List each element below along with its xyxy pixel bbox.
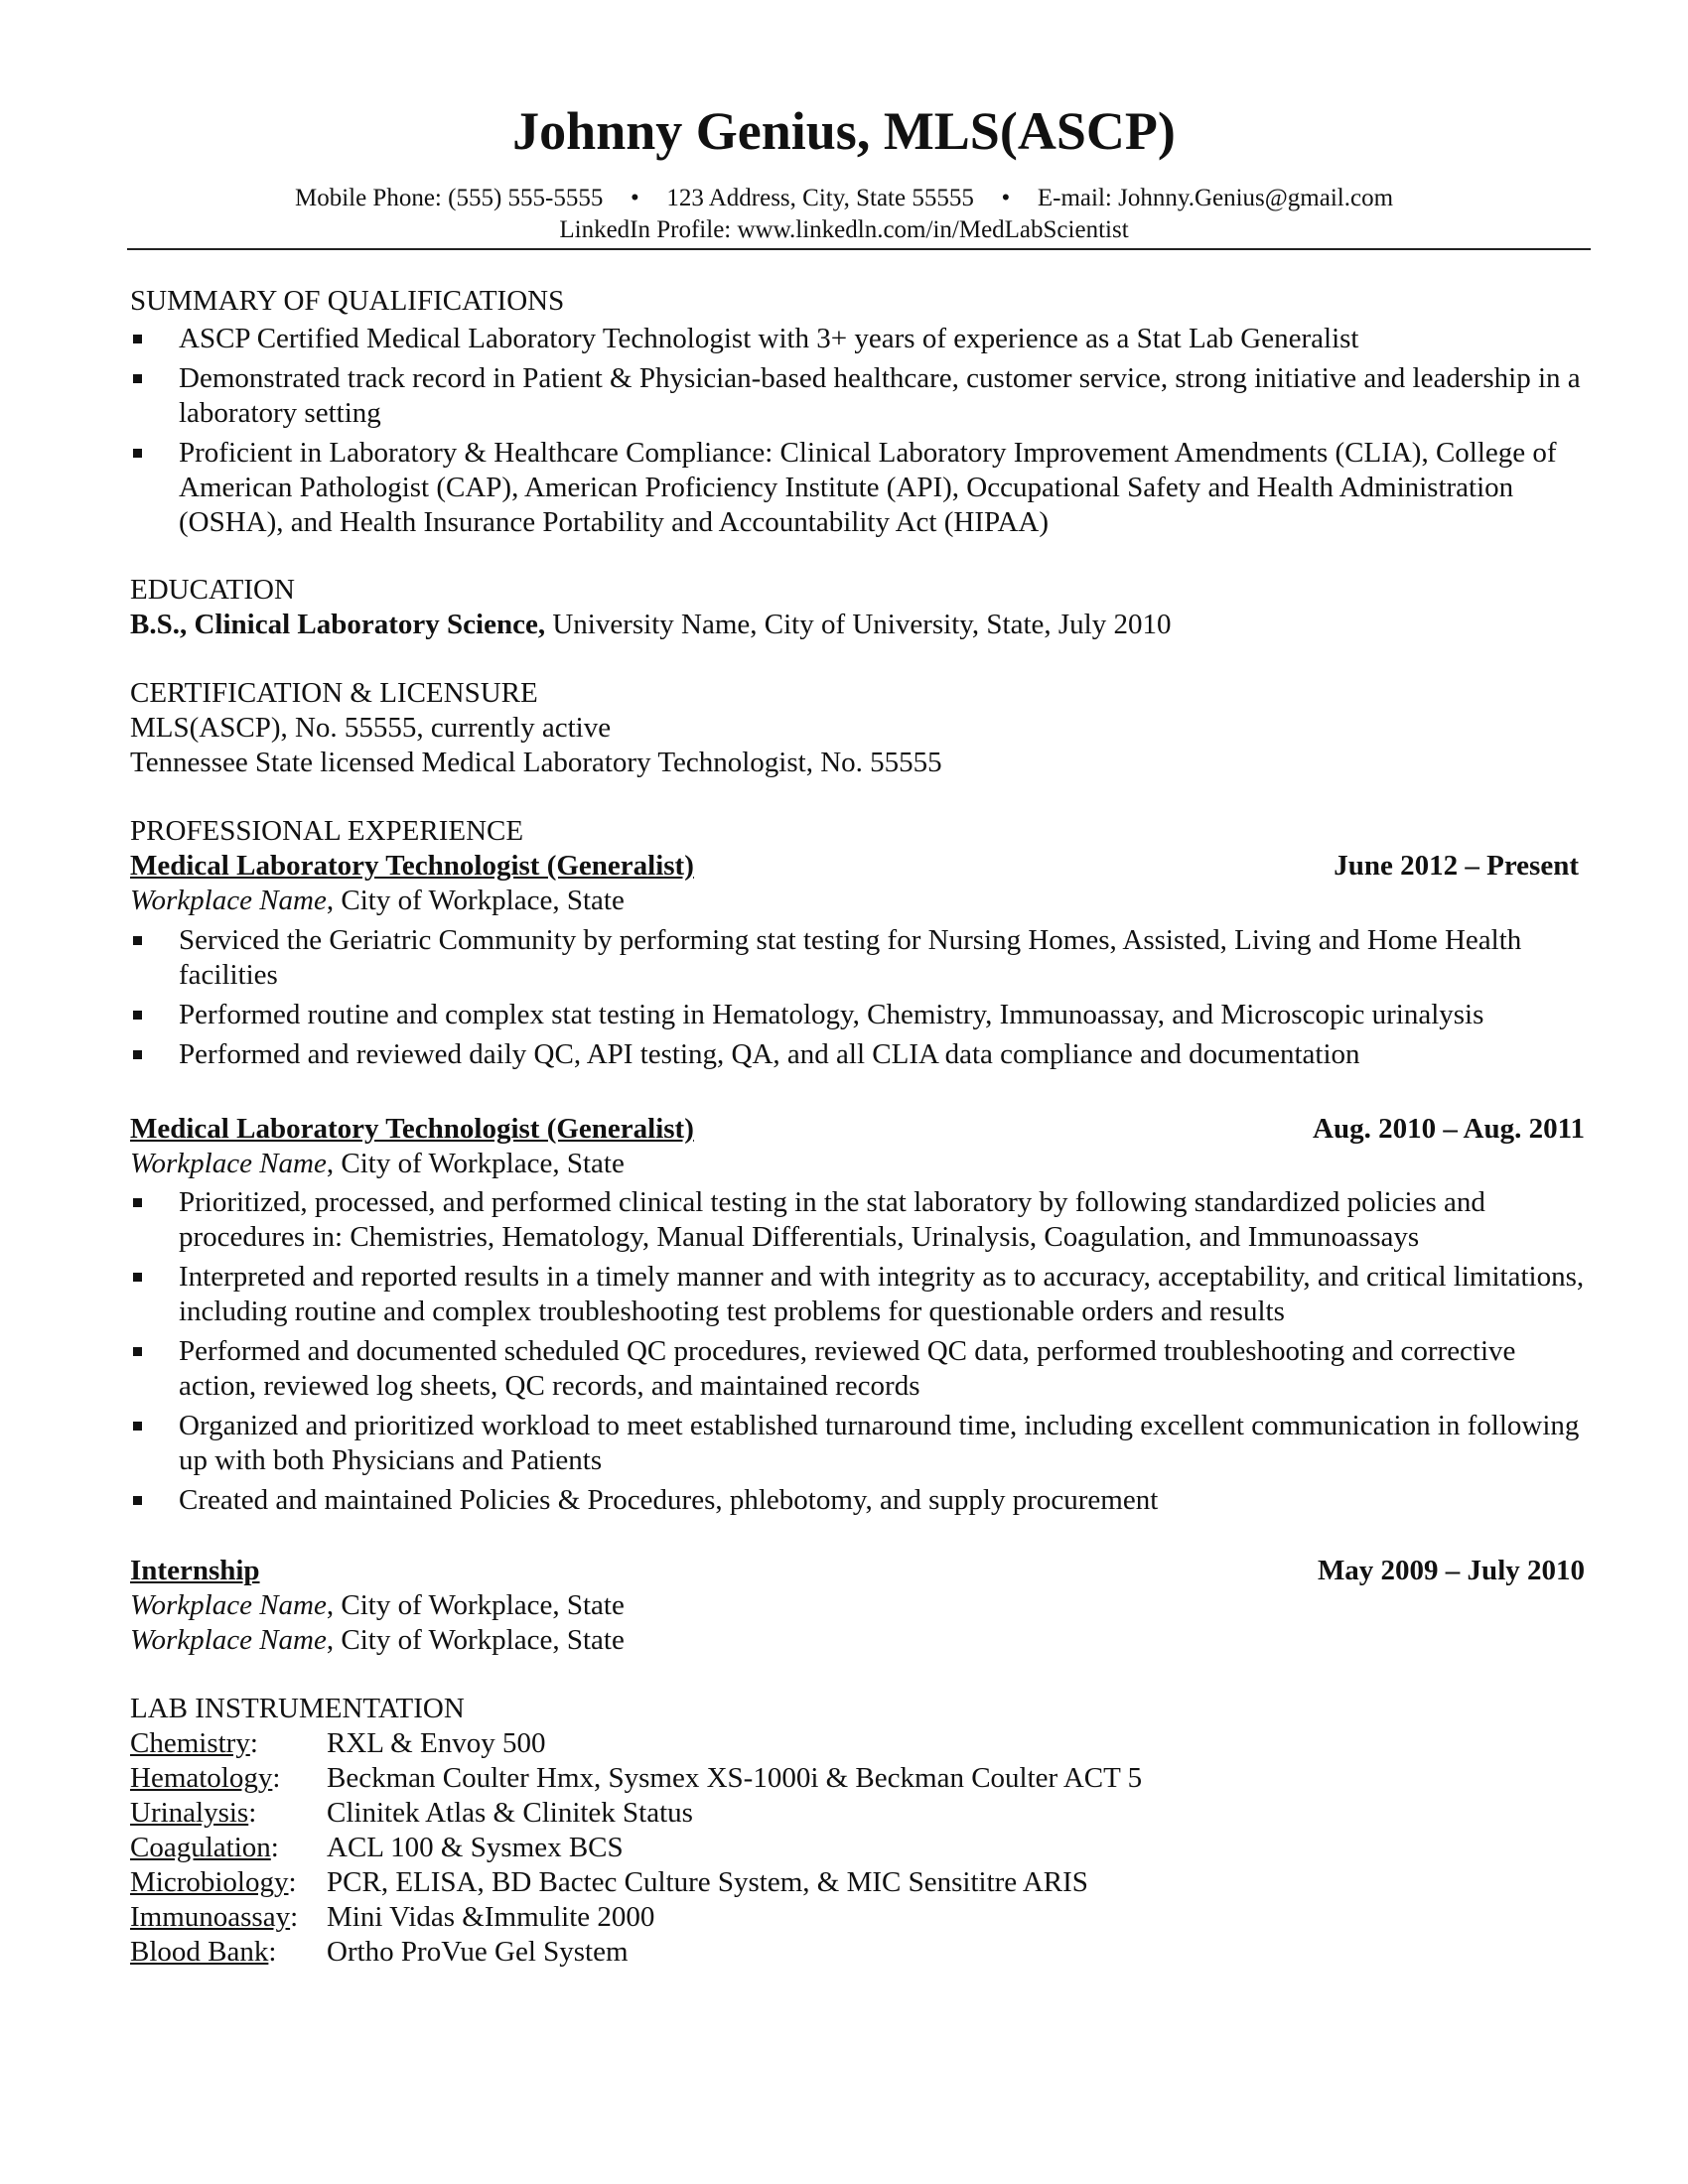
job-title: Medical Laboratory Technologist (Generalist)	[130, 1113, 694, 1145]
summary-list	[130, 322, 1590, 545]
contact-line	[0, 183, 1688, 214]
bullet-square-icon	[133, 335, 142, 343]
list-item: Performed routine and complex stat testing in Hematology, Chemistry, Immunoassay, and Microscopic urinalysis	[130, 998, 1590, 1032]
bullet-square-icon	[133, 1198, 142, 1207]
instrument-row	[130, 1935, 1322, 1970]
list-item: Demonstrated track record in Patient & Physician-based healthcare, customer service, strong initiative and leadership in a laboratory setting	[130, 361, 1590, 431]
instrument-list: ACL 100 & Sysmex BCS	[327, 1832, 624, 1863]
instrument-list: Clinitek Atlas & Clinitek Status	[327, 1797, 693, 1829]
phone: Mobile Phone: (555) 555-5555	[294, 185, 604, 211]
list-item: Organized and prioritized workload to meet established turnaround time, including excellent communication in following up with both Physicians and Patients	[130, 1409, 1590, 1478]
job-workplace: Workplace Name, City of Workplace, State	[130, 1148, 625, 1179]
education-entry	[130, 608, 1172, 641]
bullet-square-icon	[133, 374, 142, 383]
education-heading: EDUCATION	[130, 574, 295, 606]
job-title: Internship	[130, 1555, 260, 1586]
separator-bullet: •	[630, 185, 639, 211]
summary-heading: SUMMARY OF QUALIFICATIONS	[130, 285, 565, 317]
list-item: Prioritized, processed, and performed clinical testing in the stat laboratory by following standardized policies and procedures in: Chemistries, Hematology, Manual Differentials, Urinalysis, Coagulation, and Immunoassays	[130, 1185, 1590, 1255]
list-item: Performed and reviewed daily QC, API testing, QA, and all CLIA data compliance and documentation	[130, 1037, 1590, 1072]
instrument-list: Mini Vidas &Immulite 2000	[327, 1901, 655, 1933]
certification-line: MLS(ASCP), No. 55555, currently active	[130, 712, 612, 744]
instrumentation-heading: LAB INSTRUMENTATION	[130, 1693, 465, 1724]
instrument-list: RXL & Envoy 500	[327, 1727, 546, 1759]
list-item: Performed and documented scheduled QC procedures, reviewed QC data, performed troubleshooting and corrective action, reviewed log sheets, QC records, and maintained records	[130, 1334, 1590, 1404]
bullet-square-icon	[133, 1050, 142, 1059]
bullet-square-icon	[133, 1273, 142, 1282]
bullet-square-icon	[133, 1422, 142, 1431]
linkedin-link[interactable]: LinkedIn Profile: www.linkedln.com/in/MedLabScientist	[559, 216, 1129, 243]
education-details: University Name, City of University, State, July 2010	[545, 609, 1172, 640]
experience-heading: PROFESSIONAL EXPERIENCE	[130, 815, 524, 847]
address: 123 Address, City, State 55555	[666, 185, 974, 211]
job-dates: June 2012 – Present	[1334, 850, 1579, 882]
job-dates: Aug. 2010 – Aug. 2011	[1313, 1113, 1585, 1145]
list-item: Proficient in Laboratory & Healthcare Compliance: Clinical Laboratory Improvement Amendments (CLIA), College of American Pathologist (CAP), American Proficiency Institute (API), Occupational Safety and Health Administration (OSHA), and Health Insurance Portability and Accountability Act (HIPAA)	[130, 436, 1590, 540]
list-item: Serviced the Geriatric Community by performing stat testing for Nursing Homes, Assisted, Living and Home Health facilities	[130, 923, 1590, 993]
instrument-list: Beckman Coulter Hmx, Sysmex XS-1000i & Beckman Coulter ACT 5	[327, 1762, 1143, 1794]
bullet-square-icon	[133, 1011, 142, 1020]
bullet-square-icon	[133, 1496, 142, 1505]
list-item: Interpreted and reported results in a timely manner and with integrity as to accuracy, acceptability, and critical limitations, including routine and complex troubleshooting test problems for questionable orders and results	[130, 1260, 1590, 1329]
instrument-category: Chemistry:	[130, 1727, 258, 1759]
resume-name: Johnny Genius, MLS(ASCP)	[512, 101, 1176, 161]
job-title: Medical Laboratory Technologist (Generalist)	[130, 850, 694, 882]
job-workplace: Workplace Name, City of Workplace, State	[130, 1589, 625, 1621]
certification-heading: CERTIFICATION & LICENSURE	[130, 677, 538, 709]
list-item: Created and maintained Policies & Procedures, phlebotomy, and supply procurement	[130, 1483, 1590, 1518]
job-workplace: Workplace Name, City of Workplace, State	[130, 1624, 625, 1656]
degree: B.S., Clinical Laboratory Science,	[130, 609, 546, 640]
job-bullets	[130, 923, 1590, 1077]
bullet-square-icon	[133, 936, 142, 945]
bullet-square-icon	[133, 449, 142, 458]
header-divider	[127, 248, 1591, 250]
instrument-category: Urinalysis:	[130, 1797, 257, 1829]
instrument-category: Immunoassay:	[130, 1901, 299, 1933]
instrument-category: Microbiology:	[130, 1866, 297, 1898]
instrument-row	[130, 1865, 1322, 1900]
instrument-row	[130, 1900, 1322, 1935]
linkedin-line	[0, 214, 1688, 246]
bullet-square-icon	[133, 1347, 142, 1356]
job-bullets	[130, 1185, 1590, 1523]
instrument-row	[130, 1761, 1322, 1796]
separator-bullet: •	[1001, 185, 1011, 211]
instrument-row	[130, 1831, 1322, 1865]
instrument-category: Coagulation:	[130, 1832, 279, 1863]
instrument-category: Hematology:	[130, 1762, 281, 1794]
instrument-list: PCR, ELISA, BD Bactec Culture System, & MIC Sensititre ARIS	[327, 1866, 1088, 1898]
instrument-row	[130, 1796, 1322, 1831]
license-line: Tennessee State licensed Medical Laboratory Technologist, No. 55555	[130, 747, 942, 778]
job-workplace: Workplace Name, City of Workplace, State	[130, 885, 625, 916]
instrument-list: Ortho ProVue Gel System	[327, 1936, 629, 1968]
email[interactable]: E-mail: Johnny.Genius@gmail.com	[1037, 185, 1394, 211]
instrument-category: Blood Bank:	[130, 1936, 277, 1968]
instrument-row	[130, 1726, 1322, 1761]
list-item: ASCP Certified Medical Laboratory Technologist with 3+ years of experience as a Stat Lab Generalist	[130, 322, 1590, 356]
job-dates: May 2009 – July 2010	[1317, 1555, 1585, 1586]
